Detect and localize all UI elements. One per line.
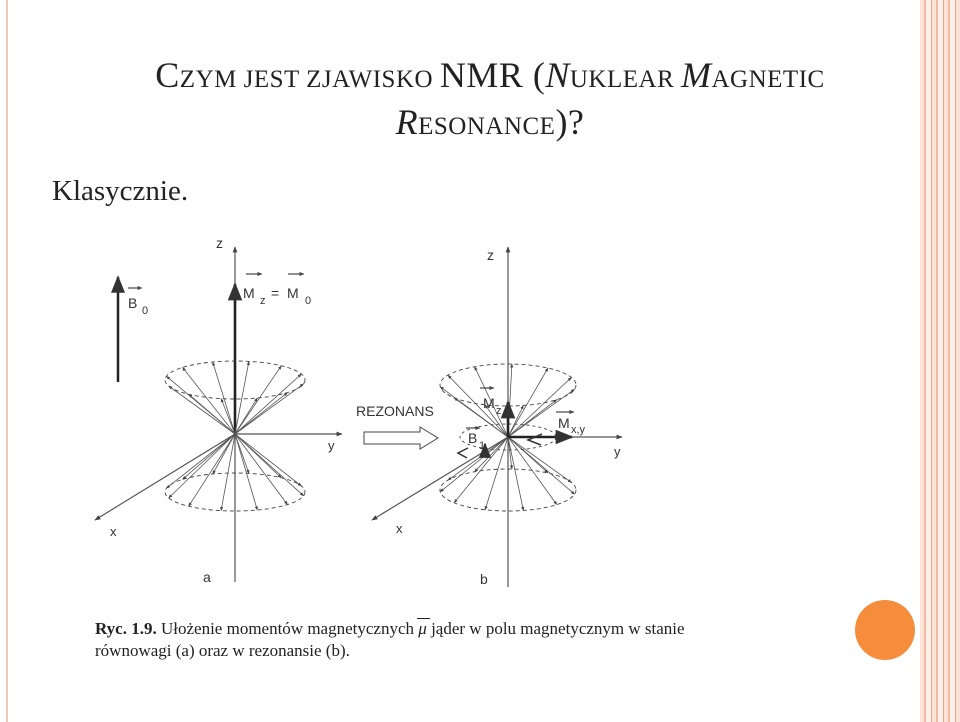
title-part: ESONANCE xyxy=(418,112,556,140)
title-part: NMR xyxy=(439,55,524,95)
slide-title xyxy=(70,52,910,146)
title-part: AGNETIC xyxy=(711,66,825,93)
moment-vector xyxy=(235,393,288,434)
moment-vector xyxy=(183,434,236,479)
panel-b-label: b xyxy=(480,571,488,587)
rotation-arrowhead-right xyxy=(528,434,542,445)
z-axis-label-a: z xyxy=(216,235,223,251)
y-axis-label-b: y xyxy=(614,444,621,459)
mz-subscript-a: z xyxy=(260,295,266,307)
equals-sign: = xyxy=(271,285,280,301)
b0-subscript: 0 xyxy=(142,305,149,317)
resonance-double-arrow xyxy=(364,427,438,449)
caption-line-2: równowagi (a) oraz w rezonansie (b). xyxy=(95,641,350,660)
moment-vector xyxy=(183,367,236,434)
title-part: ( xyxy=(523,55,546,95)
slide-subtitle: Klasycznie. xyxy=(52,175,189,207)
panel-a-label: a xyxy=(203,569,211,585)
moment-vector xyxy=(169,386,235,434)
title-part: UKLEAR xyxy=(569,66,681,93)
moment-vector xyxy=(508,400,557,437)
x-axis-label-b: x xyxy=(396,521,403,536)
moment-vector xyxy=(508,437,548,473)
title-part: R xyxy=(395,101,419,142)
moment-vector xyxy=(235,384,304,434)
moment-vector xyxy=(235,366,281,434)
x-axis-label-a: x xyxy=(110,524,117,539)
m0-label: M xyxy=(287,285,299,301)
x-axis-b xyxy=(372,437,508,520)
mz-subscript-b: z xyxy=(496,405,502,417)
mxy-label: M xyxy=(558,415,570,431)
moment-vector xyxy=(235,434,257,510)
panel-a xyxy=(95,235,342,585)
figure-caption xyxy=(95,616,835,662)
title-part: C xyxy=(155,55,180,95)
decorative-orange-circle xyxy=(855,600,915,660)
mu-symbol: μ xyxy=(418,616,427,640)
m0-subscript: 0 xyxy=(305,295,312,307)
moment-vector xyxy=(235,434,281,478)
mxy-subscript: x,y xyxy=(571,424,586,436)
title-part: M xyxy=(681,55,712,95)
mz-label-a: M xyxy=(243,285,255,301)
caption-label: Ryc. 1.9. xyxy=(95,619,157,638)
nmr-diagram-svg xyxy=(80,222,840,667)
title-part: N xyxy=(545,55,570,95)
x-axis-a xyxy=(95,434,235,520)
nmr-figure xyxy=(80,222,840,667)
caption-text-1: Ułożenie momentów magnetycznych xyxy=(156,619,419,638)
caption-text-2: jąder w polu magnetycznym w stanie xyxy=(426,619,685,638)
z-axis-label-b: z xyxy=(487,247,494,263)
title-part: )? xyxy=(555,101,585,142)
moment-vector xyxy=(508,368,548,437)
y-axis-label-a: y xyxy=(328,438,335,453)
moment-vector xyxy=(485,437,508,510)
left-decorative-rule xyxy=(6,0,8,722)
b0-label: B xyxy=(128,295,138,311)
mz-label-b: M xyxy=(483,395,495,411)
rezonans-label: REZONANS xyxy=(356,403,434,419)
rotation-arrowhead-left xyxy=(458,448,468,458)
b1-label: B xyxy=(468,430,478,446)
right-decorative-stripes xyxy=(920,0,960,722)
b1-subscript: 1 xyxy=(479,440,486,452)
moment-vector xyxy=(166,376,235,434)
moment-vector xyxy=(166,434,235,488)
resonance-transition xyxy=(356,403,438,449)
title-part: ZYM JEST ZJAWISKO xyxy=(179,66,440,93)
